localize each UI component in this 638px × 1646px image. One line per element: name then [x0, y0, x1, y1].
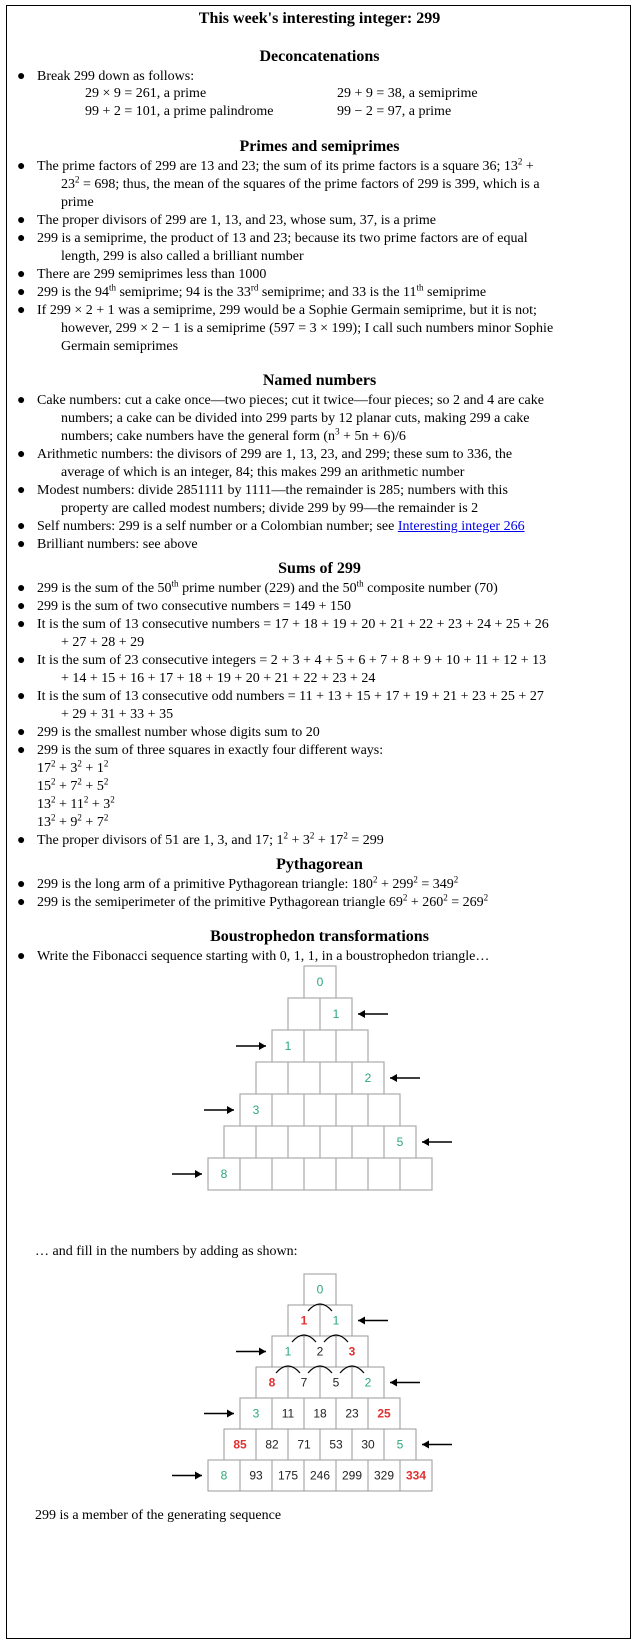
arrow-icon	[204, 1410, 234, 1418]
arrow-icon	[236, 1348, 266, 1356]
triangle-value: 1	[284, 1344, 292, 1359]
arrow-icon	[172, 1170, 202, 1178]
triangle-value: 8	[268, 1375, 276, 1390]
heading-boustrophedon: Boustrophedon transformations	[210, 928, 429, 945]
deconcat-item: 99 − 2 = 97, a prime	[337, 104, 452, 119]
triangle-cell	[304, 1158, 336, 1190]
arrow-icon	[422, 1441, 452, 1449]
arrow-icon	[358, 1010, 388, 1018]
square-sum-line: $13^2 + 9^2 + 7^2$	[37, 812, 109, 830]
boustrophedon-triangle-filled	[7, 1264, 632, 1504]
page-frame	[6, 5, 631, 1639]
triangle-cell	[256, 1126, 288, 1158]
list-item: ● 299 is the long arm of a primitive Pythagorean triangle: $180^2 + 299^2 = 349^2$	[17, 874, 459, 892]
list-item: ● The proper divisors of 51 are 1, 3, and 17; $1^2 + 3^2 + 17^2 = 299$	[17, 830, 384, 848]
triangle-cell	[288, 998, 320, 1030]
heading-sums: Sums of 299	[278, 560, 361, 577]
boustrophedon-triangle-initial	[7, 956, 632, 1226]
fill-in-caption: … and fill in the numbers by adding as shown:	[35, 1244, 298, 1259]
heading-primes: Primes and semiprimes	[239, 138, 400, 155]
triangle-value: 71	[297, 1437, 311, 1452]
triangle-cell	[368, 1158, 400, 1190]
list-item: ● Brilliant numbers: see above	[17, 537, 198, 552]
heading-named-numbers: Named numbers	[262, 372, 377, 389]
list-item: ● 299 is the sum of the 50th prime number (229) and the 50th composite number (70)	[17, 578, 498, 596]
deconcat-item: 29 × 9 = 261, a prime	[85, 86, 207, 101]
triangle-value: 175	[277, 1468, 299, 1483]
triangle-value: 2	[364, 1375, 372, 1390]
triangle-value: 3	[348, 1344, 356, 1359]
square-sum-line: $13^2 + 11^2 + 3^2$	[37, 794, 115, 812]
triangle-cell	[288, 1126, 320, 1158]
arrow-icon	[390, 1379, 420, 1387]
triangle-value: 246	[309, 1468, 331, 1483]
list-item: ● If 299 × 2 + 1 was a semiprime, 299 would be a Sophie Germain semiprime, but it is not; however, 299 × 2 − 1 is a semiprime (597 = 3 × 199); I call such numbers minor Sophie Germain semiprimes	[17, 303, 554, 354]
triangle-value: 25	[377, 1406, 391, 1421]
triangle-cell	[400, 1158, 432, 1190]
list-item: ● 299 is a semiprime, the product of 13 and 23; because its two prime factors are of equal length, 299 is also called a brilliant number	[17, 231, 528, 264]
triangle-value: 299	[341, 1468, 363, 1483]
deconcat-item: 99 + 2 = 101, a prime palindrome	[85, 104, 274, 119]
triangle-value: 53	[329, 1437, 343, 1452]
list-item: ● 299 is the semiperimeter of the primitive Pythagorean triangle $69^2 + 260^2 = 269^2$	[17, 892, 489, 910]
triangle-value: 93	[249, 1468, 263, 1483]
list-item: ● The proper divisors of 299 are 1, 13, and 23, whose sum, 37, is a prime	[17, 213, 436, 228]
arrow-icon	[236, 1042, 266, 1050]
triangle-value: 82	[265, 1437, 279, 1452]
triangle-cell	[336, 1094, 368, 1126]
heading-deconcatenations: Deconcatenations	[259, 48, 380, 65]
triangle-value: 1	[332, 1007, 340, 1021]
triangle-cell	[352, 1126, 384, 1158]
triangle-value: 1	[284, 1039, 292, 1053]
triangle-value: 334	[405, 1468, 427, 1483]
list-item: ● There are 299 semiprimes less than 1000	[17, 267, 267, 282]
list-item: ● Self numbers: 299 is a self number or a Colombian number; see Interesting integer 266	[17, 519, 525, 534]
triangle-cell	[336, 1030, 368, 1062]
list-item: ● Break 299 down as follows:	[17, 69, 195, 84]
triangle-value: 11	[281, 1406, 295, 1421]
triangle-cell	[368, 1094, 400, 1126]
triangle-cell	[224, 1126, 256, 1158]
arrow-icon	[172, 1472, 202, 1480]
arrow-icon	[204, 1106, 234, 1114]
triangle-cell	[304, 1030, 336, 1062]
triangle-value: 5	[396, 1135, 404, 1149]
list-item: ● Modest numbers: divide 2851111 by 1111—the remainder is 285; numbers with this property are called modest numbers; divide 299 by 99—the remainder is 2	[17, 483, 508, 516]
arrow-icon	[390, 1074, 420, 1082]
triangle-cell	[336, 1158, 368, 1190]
conclusion-text: 299 is a member of the generating sequence	[35, 1508, 282, 1523]
list-item: ● It is the sum of 23 consecutive integers = 2 + 3 + 4 + 5 + 6 + 7 + 8 + 9 + 10 + 11 + 12 + 13 + 14 + 15 + 16 + 17 + 18 + 19 + 20 + 21 + 22 + 23 + 24	[17, 653, 547, 686]
triangle-value: 0	[316, 975, 324, 989]
triangle-cell	[288, 1062, 320, 1094]
triangle-cell	[320, 1126, 352, 1158]
triangle-value: 5	[332, 1375, 340, 1390]
triangle-value: 1	[332, 1313, 340, 1328]
list-item: ● The prime factors of 299 are 13 and 23; the sum of its prime factors is a square 36; $13^2$ + $23^2 = 698$; thus, the mean of the squares of the prime factors of 299 is 399, which is a prime	[17, 156, 540, 210]
heading-pythagorean: Pythagorean	[276, 856, 363, 873]
triangle-value: 5	[396, 1437, 404, 1452]
list-item: ● 299 is the smallest number whose digits sum to 20	[17, 725, 320, 740]
triangle-cell	[256, 1062, 288, 1094]
triangle-value: 329	[373, 1468, 395, 1483]
triangle-value: 8	[220, 1167, 228, 1181]
triangle-value: 8	[220, 1468, 228, 1483]
triangle-value: 23	[345, 1406, 359, 1421]
triangle-cell	[304, 1094, 336, 1126]
triangle-value: 0	[316, 1282, 324, 1297]
arrow-icon	[422, 1138, 452, 1146]
triangle-value: 2	[364, 1071, 372, 1085]
list-item: ● Write the Fibonacci sequence starting with 0, 1, 1, in a boustrophedon triangle…	[17, 949, 490, 964]
triangle-value: 18	[313, 1406, 327, 1421]
list-item: ● 299 is the sum of two consecutive numbers = 149 + 150	[17, 599, 352, 614]
triangle-value: 2	[316, 1344, 324, 1359]
list-item: ● Cake numbers: cut a cake once—two pieces; cut it twice—four pieces; so 2 and 4 are cake numbers; a cake can be divided into 299 parts by 12 planar cuts, making 299 a cake numbers; cake numbers have the general form $(n^3 + 5n + 6)/6$	[17, 393, 544, 444]
triangle-value: 7	[300, 1375, 308, 1390]
triangle-cell	[272, 1158, 304, 1190]
triangle-cell	[272, 1094, 304, 1126]
square-sum-line: $15^2 + 7^2 + 5^2$	[37, 776, 109, 794]
square-sum-line: $17^2 + 3^2 + 1^2$	[37, 758, 109, 776]
triangle-value: 85	[233, 1437, 247, 1452]
list-item: ● Arithmetic numbers: the divisors of 299 are 1, 13, 23, and 299; these sum to 336, the average of which is an integer, 84; this makes 299 an arithmetic number	[17, 447, 513, 480]
list-item: ● It is the sum of 13 consecutive odd numbers = 11 + 13 + 15 + 17 + 19 + 21 + 23 + 25 + 27 + 29 + 31 + 33 + 35	[17, 689, 544, 722]
triangle-value: 30	[361, 1437, 375, 1452]
arrow-icon	[358, 1317, 388, 1325]
list-item: ● 299 is the 94th semiprime; 94 is the 33rd semiprime; and 33 is the 11th semiprime	[17, 282, 487, 300]
triangle-value: 3	[252, 1103, 260, 1117]
list-item: ● 299 is the sum of three squares in exactly four different ways:	[17, 743, 384, 758]
page-title: This week's interesting integer: 299	[198, 10, 441, 27]
list-item: ● It is the sum of 13 consecutive numbers = 17 + 18 + 19 + 20 + 21 + 22 + 23 + 24 + 25 + 26 + 27 + 28 + 29	[17, 617, 549, 650]
deconcat-item: 29 + 9 = 38, a semiprime	[337, 86, 478, 101]
triangle-value: 3	[252, 1406, 260, 1421]
triangle-cell	[320, 1062, 352, 1094]
interesting-integer-266-link[interactable]: Interesting integer 266	[397, 519, 525, 534]
triangle-cell	[240, 1158, 272, 1190]
three-squares-list	[37, 760, 115, 832]
triangle-value: 1	[300, 1313, 308, 1328]
